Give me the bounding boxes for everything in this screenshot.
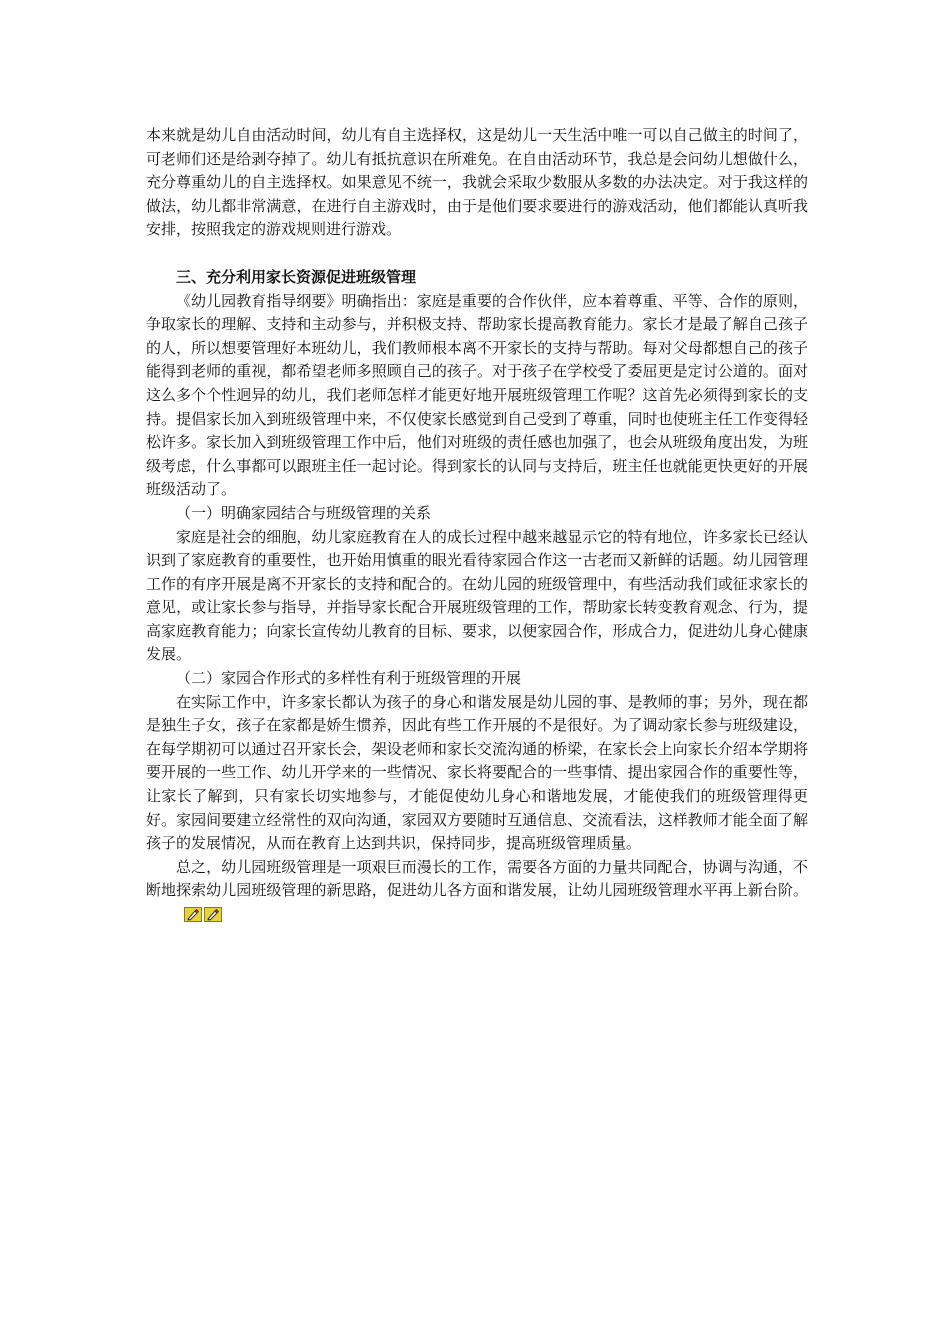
conclusion-text: 总之，幼儿园班级管理是一项艰巨而漫长的工作，需要各方面的力量共同配合，协调与沟通，不断地探索幼儿园班级管理的新思路，促进幼儿各方面和谐发展，让幼儿园班级管理水平再上新台阶。 — [146, 857, 808, 900]
document-body — [146, 124, 808, 930]
pencil-icon — [204, 907, 222, 922]
end-icons — [154, 906, 224, 930]
section-three-heading: 三、充分利用家长资源促进班级管理 — [176, 267, 417, 286]
pencil-icon — [184, 907, 202, 922]
intro-paragraph: 本来就是幼儿自由活动时间，幼儿有自主选择权，这是幼儿一天生活中唯一可以自己做主的时间了，可老师们还是给剥夺掉了。幼儿有抵抗意识在所难免。在自由活动环节，我总是会问幼儿想做什么，充分尊重幼儿的自主选择权。如果意见不统一，我就会采取少数服从多数的办法决定。对于我这样的做法，幼儿都非常满意，在进行自主游戏时，由于是他们要求要进行的游戏活动，他们都能认真听我安排，按照我定的游戏规则进行游戏。 — [146, 126, 808, 239]
subsection-one-heading: （一）明确家园结合与班级管理的关系 — [176, 503, 432, 522]
subsection-one-paragraph: 家庭是社会的细胞，幼儿家庭教育在人的成长过程中越来越显示它的特有地位，许多家长已经认识到了家庭教育的重要性，也开始用慎重的眼光看待家园合作这一古老而又新鲜的话题。幼儿园管理工作的有序开展是离不开家长的支持和配合的。在幼儿园的班级管理中，有些活动我们或征求家长的意见，或让家长参与指导，并指导家长配合开展班级管理的工作，帮助家长转变教育观念、行为，提高家庭教育能力；向家长宣传幼儿教育的目标、要求，以便家园合作，形成合力，促进幼儿身心健康发展。 — [146, 527, 808, 664]
conclusion-paragraph — [146, 856, 808, 930]
subsection-two-paragraph: 在实际工作中，许多家长都认为孩子的身心和谐发展是幼儿园的事、是教师的事；另外，现在都是独生子女，孩子在家都是娇生惯养，因此有些工作开展的不是很好。为了调动家长参与班级建设，在每学期初可以通过召开家长会，架设老师和家长交流沟通的桥梁，在家长会上向家长介绍本学期将要开展的一些工作、幼儿开学来的一些情况、家长将要配合的一些事情、提出家园合作的重要性等，让家长了解到，只有家长切实地参与，才能促使幼儿身心和谐地发展，才能使我们的班级管理得更好。家园间要建立经常性的双向沟通，家园双方要随时互通信息、交流看法，这样教师才能全面了解孩子的发展情况，从而在教育上达到共识，保持同步，提高班级管理质量。 — [146, 692, 808, 853]
paragraph-spacer — [146, 242, 808, 266]
section-three-paragraph: 《幼儿园教育指导纲要》明确指出：家庭是重要的合作伙伴，应本着尊重、平等、合作的原则，争取家长的理解、支持和主动参与，并积极支持、帮助家长提高教育能力。家长才是最了解自己孩子的人，所以想要管理好本班幼儿，我们教师根本离不开家长的支持与帮助。每对父母都想自己的孩子能得到老师的重视，都希望老师多照顾自己的孩子。对于孩子在学校受了委屈更是定讨公道的。面对这么多个个性迥异的幼儿，我们老师怎样才能更好地开展班级管理工作呢？这首先必须得到家长的支持。提倡家长加入到班级管理中来，不仅使家长感觉到自己受到了尊重，同时也使班主任工作变得轻松许多。家长加入到班级管理工作中后，他们对班级的责任感也加强了，也会从班级角度出发，为班级考虑，什么事都可以跟班主任一起讨论。得到家长的认同与支持后，班主任也就能更快更好的开展班级活动了。 — [146, 291, 808, 499]
subsection-two-heading: （二）家园合作形式的多样性有利于班级管理的开展 — [176, 669, 522, 688]
